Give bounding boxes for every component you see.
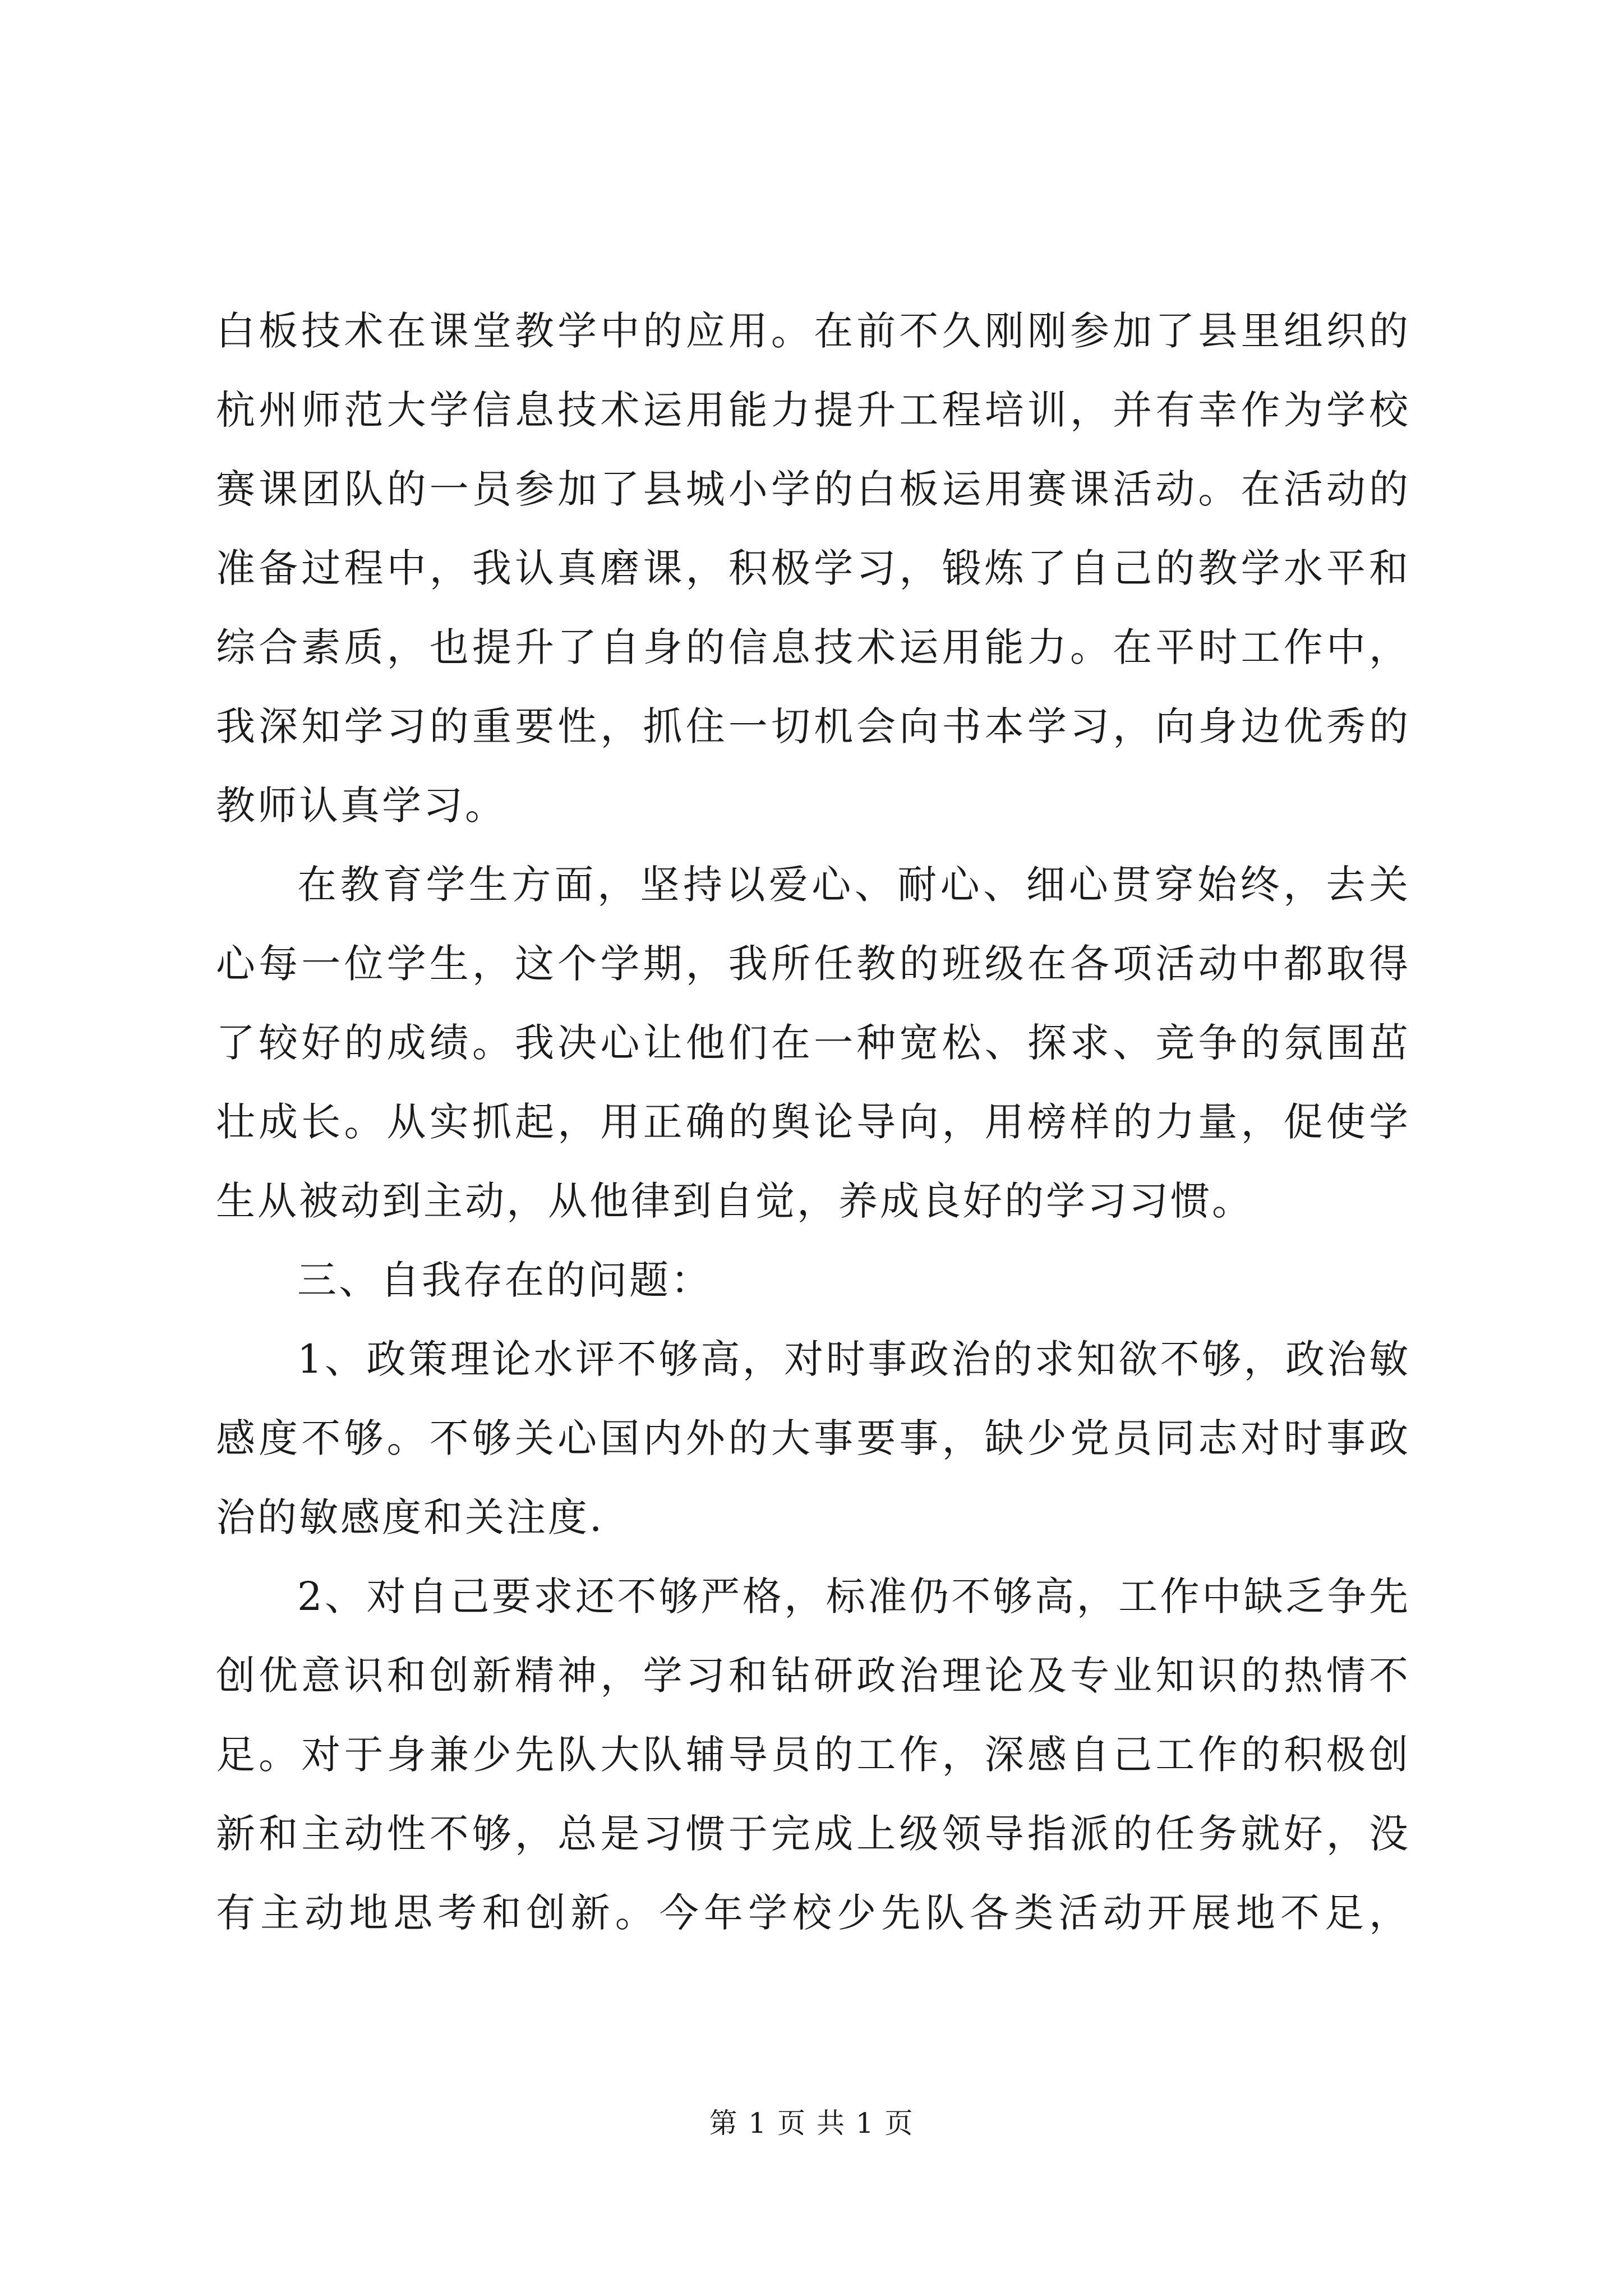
paragraph-line: 杭州师范大学信息技术运用能力提升工程培训，并有幸作为学校 [216, 387, 1410, 433]
paragraph-5 [216, 1557, 1410, 1953]
paragraph-line: 准备过程中，我认真磨课，积极学习，锻炼了自己的教学水平和 [216, 545, 1410, 591]
paragraph-line: 了较好的成绩。我决心让他们在一种宽松、探求、竞争的氛围茁 [216, 1020, 1410, 1066]
paragraph-line: 赛课团队的一员参加了县城小学的白板运用赛课活动。在活动的 [216, 466, 1410, 512]
paragraph-line: 我深知学习的重要性，抓住一切机会向书本学习，向身边优秀的 [216, 703, 1410, 749]
paragraph-line: 创新和主动性不够，总是习惯于完成上级领导指派的任务就好， [216, 1732, 1410, 1857]
paragraph-line: 壮成长。从实抓起，用正确的舆论导向，用榜样的力量，促使学 [216, 1099, 1410, 1145]
paragraph-line: 没有主动地思考和创新。今年学校少先队各类活动开展地不足， [216, 1811, 1410, 1936]
page-footer [0, 2101, 1623, 2141]
paragraph-line: 教师认真学习。 [216, 783, 506, 829]
paragraph-2 [216, 845, 1410, 1241]
paragraph-line: 心每一位学生，这个学期，我所任教的班级在各项活动中都取得 [216, 941, 1410, 987]
paragraph-line: 先创优意识和创新精神，学习和钻研政治理论及专业知识的热情 [216, 1573, 1410, 1699]
document-body [216, 292, 1410, 1953]
paragraph-line: 1、政策理论水评不够高，对时事政治的求知欲不够，政治 [297, 1336, 1369, 1382]
paragraph-line: 综合素质，也提升了自身的信息技术运用能力。在平时工作中， [216, 624, 1410, 670]
paragraph-line: 不足。对于身兼少先队大队辅导员的工作，深感自己工作的积极 [216, 1653, 1410, 1778]
paragraph-line: 白板技术在课堂教学中的应用。在前不久刚刚参加了县里组织的 [216, 308, 1410, 354]
paragraph-line: 在教育学生方面，坚持以爱心、耐心、细心贯穿始终，去关 [297, 862, 1410, 908]
paragraph-line: 政治的敏感度和关注度. [216, 1415, 1410, 1540]
paragraph-line: 三、自我存在的问题： [297, 1257, 712, 1303]
paragraph-line: 敏感度不够。不够关心国内外的大事要事，缺少党员同志对时事 [216, 1336, 1410, 1461]
paragraph-1 [216, 292, 1410, 845]
section-heading [216, 1241, 1410, 1320]
paragraph-line: 2、对自己要求还不够严格，标准仍不够高，工作中缺乏争 [297, 1573, 1369, 1619]
paragraph-line: 生从被动到主动，从他律到自觉，养成良好的学习习惯。 [216, 1178, 1253, 1224]
page-number-label: 第 1 页 共 1 页 [709, 2107, 914, 2139]
paragraph-4 [216, 1320, 1410, 1557]
